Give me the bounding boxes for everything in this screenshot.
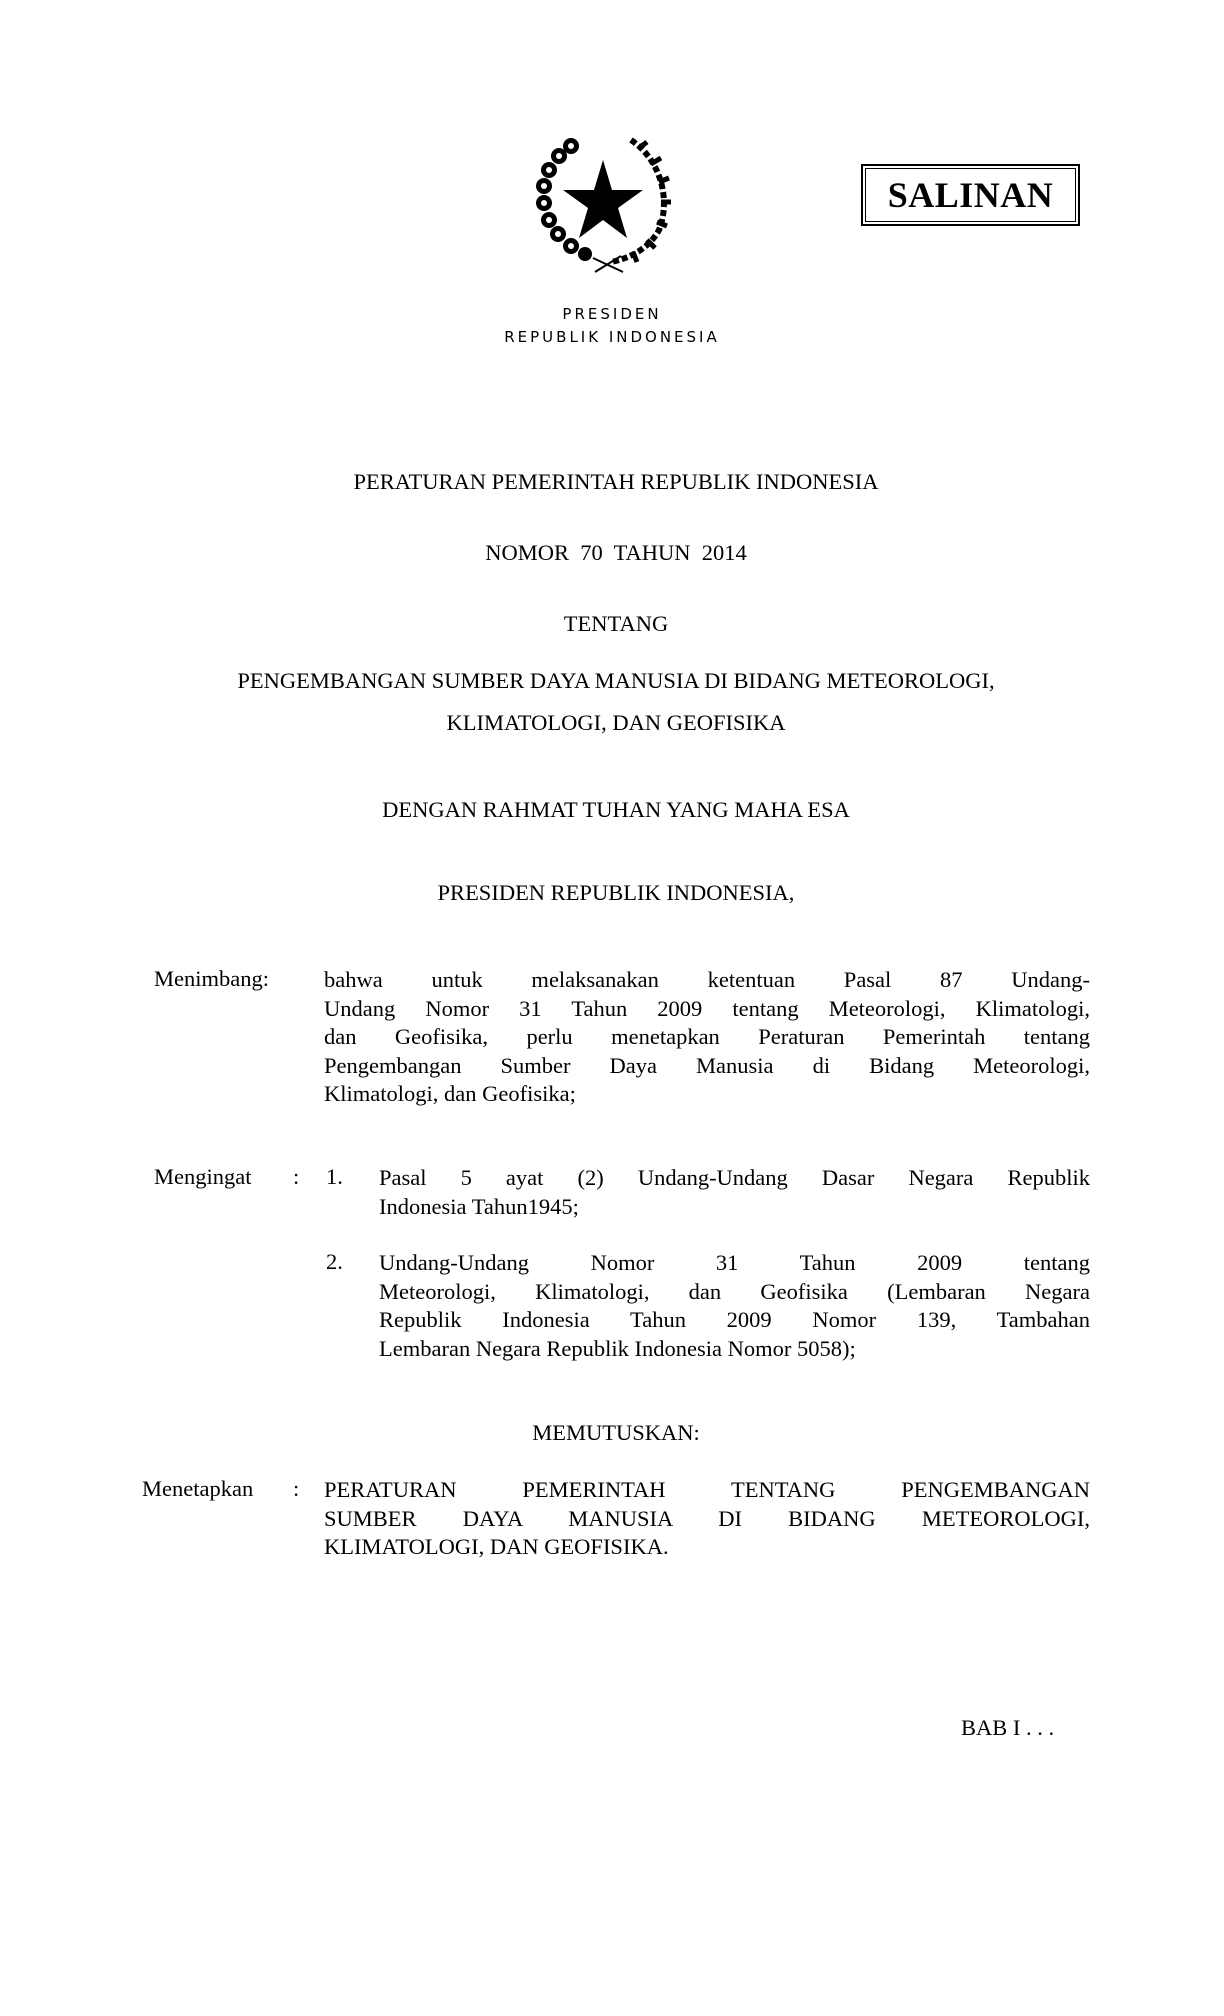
menetapkan-colon: :	[293, 1476, 300, 1501]
regulation-number: NOMOR 70 TAHUN 2014	[485, 540, 747, 565]
text-line: Klimatologi, dan Geofisika;	[324, 1081, 576, 1106]
mengingat-label: Mengingat	[154, 1164, 252, 1189]
menetapkan-label: Menetapkan	[142, 1476, 254, 1501]
menetapkan-text	[324, 1476, 1090, 1562]
invocation: DENGAN RAHMAT TUHAN YANG MAHA ESA	[382, 797, 850, 822]
text-line: SUMBER DAYA MANUSIA DI BIDANG METEOROLOGI,	[324, 1505, 1090, 1531]
issuer: PRESIDEN REPUBLIK INDONESIA,	[437, 880, 795, 905]
menimbang-text	[324, 966, 1090, 1109]
text-line: dan Geofisika, perlu menetapkan Peraturan Pemerintah tentang	[324, 1024, 1090, 1049]
office-line-1: PRESIDEN	[562, 305, 662, 323]
text-line: Pengembangan Sumber Daya Manusia di Bidang Meteorologi,	[324, 1052, 1090, 1078]
item-number: 2.	[326, 1249, 343, 1274]
presidential-emblem-icon	[531, 130, 681, 275]
regulation-title: PERATURAN PEMERINTAH REPUBLIK INDONESIA	[353, 469, 879, 494]
text-line: bahwa untuk melaksanakan ketentuan Pasal 87 Undang-	[324, 967, 1090, 992]
mengingat-colon: :	[293, 1164, 300, 1189]
mengingat-item-2	[379, 1249, 1090, 1363]
text-line: Undang Nomor 31 Tahun 2009 tentang Meteorologi, Klimatologi,	[324, 995, 1090, 1021]
office-line-2: REPUBLIK INDONESIA	[504, 328, 720, 346]
item-number: 1.	[326, 1164, 343, 1189]
subject-line-2: KLIMATOLOGI, DAN GEOFISIKA	[446, 710, 786, 735]
text-line: Indonesia Tahun1945;	[379, 1193, 579, 1219]
about-heading: TENTANG	[563, 611, 669, 636]
mengingat-item-1	[379, 1164, 1090, 1221]
text-line: KLIMATOLOGI, DAN GEOFISIKA.	[324, 1534, 669, 1559]
subject-line-1: PENGEMBANGAN SUMBER DAYA MANUSIA DI BIDANG METEOROLOGI,	[237, 668, 995, 693]
text-line: Republik Indonesia Tahun 2009 Nomor 139, Tambahan	[379, 1307, 1090, 1332]
text-line: Meteorologi, Klimatologi, dan Geofisika (Lembaran Negara	[379, 1278, 1090, 1304]
text-line: Pasal 5 ayat (2) Undang-Undang Dasar Negara Republik	[379, 1165, 1090, 1190]
text-line: PERATURAN PEMERINTAH TENTANG PENGEMBANGAN	[324, 1477, 1090, 1502]
salinan-stamp: SALINAN	[861, 164, 1080, 226]
text-line: Lembaran Negara Republik Indonesia Nomor 5058);	[379, 1335, 856, 1361]
decision-heading: MEMUTUSKAN:	[532, 1420, 700, 1445]
text-line: Undang-Undang Nomor 31 Tahun 2009 tentang	[379, 1250, 1090, 1275]
menimbang-label: Menimbang:	[154, 966, 269, 991]
page-continuation: BAB I . . .	[961, 1715, 1055, 1740]
